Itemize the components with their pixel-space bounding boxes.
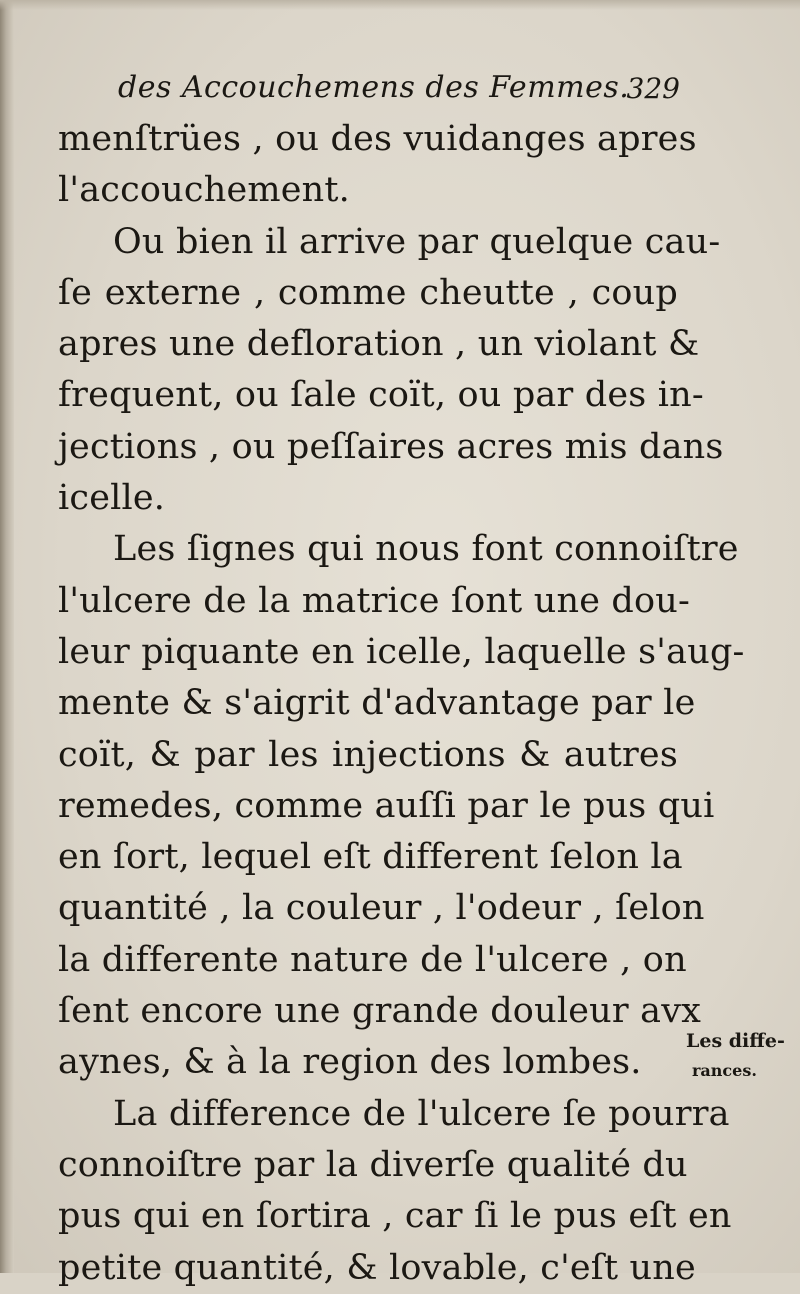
text-line: icelle.	[58, 478, 166, 519]
text-line: pus qui en ſortira , car ſi le pus eſt en	[58, 1196, 732, 1237]
text-line: en ſort, lequel eſt different ſelon la	[58, 837, 683, 878]
paragraph-first-line: Les ſignes qui nous font connoiſtre	[113, 529, 739, 570]
text-line: ſe externe , comme cheutte , coup	[58, 272, 678, 313]
margin-note-line: rances.	[692, 1061, 757, 1080]
text-line: la differente nature de l'ulcere , on	[58, 939, 687, 980]
paragraph-first-line: La difference de l'ulcere ſe pourra	[113, 1093, 730, 1134]
text-line: quantité , la couleur , l'odeur , ſelon	[58, 888, 705, 929]
text-line: ſent encore une grande douleur avx	[58, 991, 702, 1032]
running-title: des Accouchemens des Femmes.	[118, 70, 630, 105]
page-number: 329	[626, 72, 680, 105]
binding-edge	[0, 0, 14, 1273]
text-line: connoiſtre par la diverſe qualité du	[58, 1144, 688, 1185]
text-line: mente & s'aigrit d'advantage par le	[58, 683, 696, 724]
text-line: menſtrües , ou des vuidanges apres	[58, 119, 697, 159]
text-line: petite quantité, & lovable, c'eſt une	[58, 1247, 696, 1288]
text-line: jections , ou peſſaires acres mis dans	[58, 426, 724, 467]
margin-note-line: Les diffe-	[686, 1030, 785, 1052]
page-header	[110, 70, 680, 114]
text-line: leur piquante en icelle, laquelle s'aug-	[58, 631, 745, 672]
margin-note	[686, 1026, 796, 1086]
text-line: coït, & par les injections & autres	[58, 734, 678, 775]
page-top-shadow	[0, 0, 800, 10]
text-line: l'ulcere de la matrice ſont une dou-	[58, 580, 691, 621]
text-line: apres une defloration , un violant &	[58, 324, 700, 365]
text-line: aynes, & à la region des lombes.	[58, 1042, 642, 1083]
text-line: remedes, comme auſſi par le pus qui	[58, 785, 715, 826]
text-line: l'accouchement.	[58, 170, 350, 211]
text-line: frequent, ou ſale coït, ou par des in-	[58, 375, 704, 416]
paragraph-first-line: Ou bien il arrive par quelque cau-	[113, 221, 721, 262]
